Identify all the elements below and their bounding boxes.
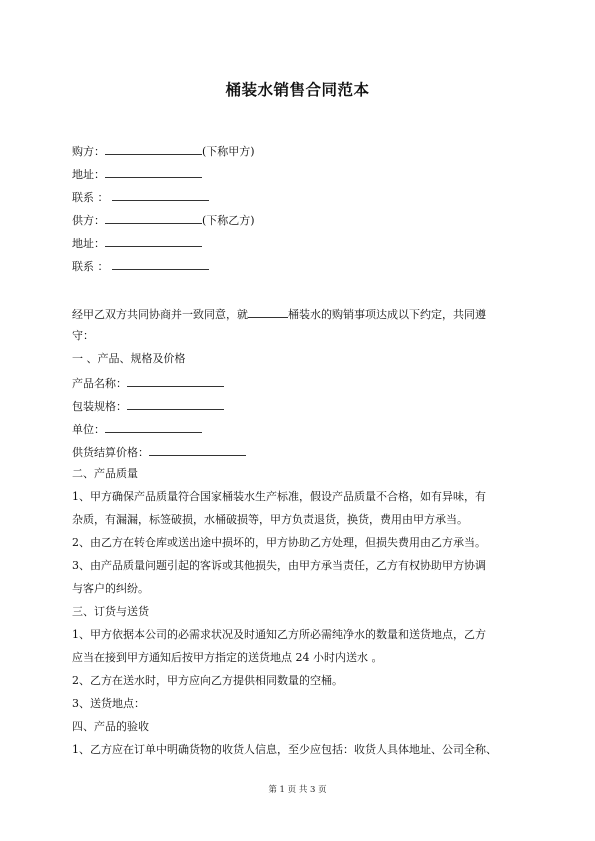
buyer-line bbox=[72, 143, 255, 159]
contact-label: 联系 ： bbox=[72, 260, 109, 273]
address-label: 地址： bbox=[72, 168, 105, 181]
seller-name-blank bbox=[105, 212, 202, 224]
section-2-heading: 二、产品质量 bbox=[72, 467, 138, 480]
clause-3-1-line-1: 1、甲方依据本公司的必需求状况及时通知乙方所必需纯净水的数量和送货地点，乙方 bbox=[72, 628, 486, 641]
buyer-contact-line bbox=[72, 189, 209, 205]
buyer-suffix: (下称甲方) bbox=[202, 145, 255, 158]
buyer-address-blank bbox=[105, 166, 202, 178]
seller-contact-line bbox=[72, 258, 209, 274]
unit-label: 单位： bbox=[72, 423, 105, 436]
buyer-address-line bbox=[72, 166, 202, 182]
clause-2-3-line-2: 与客户的纠纷。 bbox=[72, 582, 149, 595]
product-name-line bbox=[72, 375, 224, 391]
price-label: 供货结算价格： bbox=[72, 446, 149, 459]
document-title: 桶装水销售合同范本 bbox=[225, 81, 370, 99]
page-footer: 第 1 页 共 3 页 bbox=[268, 785, 327, 795]
seller-label: 供方： bbox=[72, 214, 105, 227]
clause-4-1-line-1: 1、乙方应在订单中明确货物的收货人信息，至少应包括：收货人具体地址、公司全称、 bbox=[72, 743, 497, 756]
price-line bbox=[72, 444, 246, 460]
section-4-heading: 四、产品的验收 bbox=[72, 720, 149, 733]
buyer-label: 购方： bbox=[72, 145, 105, 158]
packaging-label: 包装规格： bbox=[72, 400, 127, 413]
clause-3-2: 2、乙方在送水时，甲方应向乙方提供相同数量的空桶。 bbox=[72, 674, 343, 687]
seller-address-blank bbox=[105, 235, 202, 247]
clause-3-1-line-2: 应当在接到甲方通知后按甲方指定的送货地点 24 小时内送水 。 bbox=[72, 651, 383, 664]
address-label: 地址： bbox=[72, 237, 105, 250]
packaging-line bbox=[72, 398, 224, 414]
intro-line-1 bbox=[72, 306, 486, 322]
section-1-heading: 一 、产品、规格及价格 bbox=[72, 352, 186, 365]
packaging-blank bbox=[127, 398, 224, 410]
clause-2-2: 2、由乙方在转仓库或送出途中损坏的，甲方协助乙方处理，但损失费用由乙方承当。 bbox=[72, 536, 486, 549]
intro-text-a: 经甲乙双方共同协商并一致同意，就 bbox=[72, 308, 248, 321]
seller-address-line bbox=[72, 235, 202, 251]
clause-3-3: 3、送货地点： bbox=[72, 697, 145, 710]
price-blank bbox=[149, 444, 246, 456]
clause-2-1-line-1: 1、甲方确保产品质量符合国家桶装水生产标准，假设产品质量不合格，如有异味，有 bbox=[72, 490, 486, 503]
product-brand-blank bbox=[248, 306, 288, 318]
clause-2-1-line-2: 杂质，有漏漏，标签破损，水桶破损等，甲方负责退货，换货，费用由甲方承当。 bbox=[72, 513, 468, 526]
intro-line-2: 守： bbox=[72, 329, 94, 342]
seller-contact-blank bbox=[112, 258, 209, 270]
seller-suffix: (下称乙方) bbox=[202, 214, 255, 227]
product-name-label: 产品名称： bbox=[72, 377, 127, 390]
buyer-contact-blank bbox=[112, 189, 209, 201]
clause-2-3-line-1: 3、由产品质量问题引起的客诉或其他损失，由甲方承当责任，乙方有权协助甲方协调 bbox=[72, 559, 486, 572]
intro-text-b: 桶装水的购销事项达成以下约定，共同遵 bbox=[288, 308, 486, 321]
unit-line bbox=[72, 421, 202, 437]
product-name-blank bbox=[127, 375, 224, 387]
buyer-name-blank bbox=[105, 143, 202, 155]
unit-blank bbox=[105, 421, 202, 433]
section-3-heading: 三、订货与送货 bbox=[72, 605, 149, 618]
contact-label: 联系 ： bbox=[72, 191, 109, 204]
seller-line bbox=[72, 212, 255, 228]
